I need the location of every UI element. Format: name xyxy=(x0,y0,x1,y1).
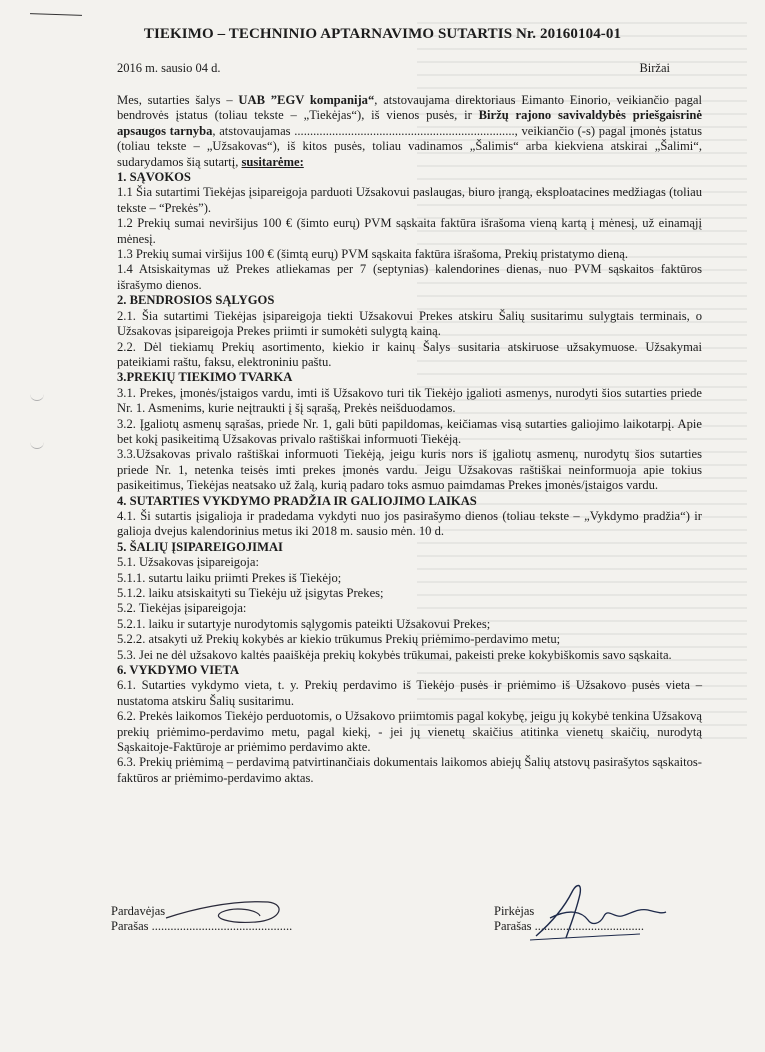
clause: 6.3. Prekių priėmimą – perdavimą patvirtinančiais dokumentais laikomos abiejų Šalių atstovų pasirašytos sąskaitos- faktūros ar priėmimo-perdavimo aktas. xyxy=(117,755,702,785)
contract-title: TIEKIMO – TECHNINIO APTARNAVIMO SUTARTIS Nr. 20160104-01 xyxy=(143,26,622,42)
clause: 5.2.2. atsakyti už Prekių kokybės ar kiekio trūkumus Prekių priėmimo-perdavimo metu; xyxy=(117,632,561,647)
clause: 1.4 Atsiskaitymas už Prekes atliekamas per 7 (septynias) kalendorines dienas, nuo PVM sąskaitos faktūros išrašymo dienos. xyxy=(117,262,702,292)
clause: 6.1. Sutarties vykdymo vieta, t. y. Prekių perdavimo iš Tiekėjo pusės ir priėmimo iš Užsakovo pusės vieta – nustatoma atskiru Šalių susitarimu. xyxy=(117,678,702,708)
supplier-name: UAB ”EGV kompanija“ xyxy=(238,93,375,107)
seller-signature-mark xyxy=(160,892,290,934)
section-heading-1: 1. SĄVOKOS xyxy=(117,170,191,185)
buyer-signature-mark xyxy=(530,878,670,948)
clause: 4.1. Ši sutartis įsigalioja ir pradedama vykdyti nuo jos pasirašymo dienos (toliau tekste – „Vykdymo pradžia“) ir galioja dvejus kalendorinius metus iki 2018 m. sausio mėn. 10 d. xyxy=(117,508,702,539)
buyer-label: Pirkėjas xyxy=(494,904,535,918)
clause: 3.1. Prekes, įmonės/įstaigos vardu, imti iš Užsakovo turi tik Tiekėjo įgalioti asmenys, nurodyti šios sutarties priede Nr. 1. Asmenims, kurie neįtraukti į šį sąrašą, Prekės neišduodamos. xyxy=(117,385,702,416)
client-name: Biržų rajono savivaldybės priešgaisrinė apsaugos tarnyba xyxy=(117,108,702,138)
clause: 1.1 Šia sutartimi Tiekėjas įsipareigoja parduoti Užsakovui paslaugas, biuro įrangą, eksploatacines medžiagas (toliau tekste – “Prekės”). xyxy=(117,185,702,215)
seller-label: Pardavėjas xyxy=(111,904,166,918)
intro-paragraph: Mes, sutarties šalys – UAB ”EGV kompanija“, atstovaujama direktoriaus Eimanto Einorio, veikiančio pagal bendrovės įstatus (toliau tekste – „Tiekėjas“), iš vienos pusės, ir Biržų rajono savivaldybės priešgaisrinė apsaugos tarnyba, atstovaujamas ......................................................................, veikiančio (-s) pagal įmonės įstatus (toliau tekste – „Užsakovas“), iš kitos pusės, toliau vadinamos „Šalimis“ arba kiekviena atskirai „Šalimi“, sudarydamos šią sutartį, susitarėme: xyxy=(117,93,702,169)
section-heading-2: 2. BENDROSIOS SĄLYGOS xyxy=(117,293,275,308)
clause: 6.2. Prekės laikomos Tiekėjo perduotomis, o Užsakovo priimtomis pagal kokybę, jeigu jų kokybė tenkina Užsakovą prekių priėmimo-perdavimo metu, pagal kiekį, - jei jų vienetų skaičius atitinka vienetų skaičių, nurodytą Sąskaitoje-Faktūroje ar priėmimo perdavimo akte. xyxy=(117,709,702,755)
contract-body xyxy=(117,93,702,786)
section-heading-5: 5. ŠALIŲ ĮSIPAREIGOJIMAI xyxy=(117,539,283,554)
date-line xyxy=(117,61,670,76)
clause: 2.2. Dėl tiekiamų Prekių asortimento, kiekio ir kainų Šalys susitaria atskiruose užsakymuose. Užsakymai pateikiami raštu, faksu, elektroniniu paštu. xyxy=(117,339,702,369)
seller-sign-line: Parašas ............................................. xyxy=(111,919,293,934)
clause: 1.2 Prekių sumai neviršijus 100 € (šimto eurų) PVM sąskaita faktūra išrašoma vieną kartą į mėnesį, už einamąjį mėnesį. xyxy=(117,216,702,246)
clause: 1.3 Prekių sumai viršijus 100 € (šimtą eurų) PVM sąskaita faktūra išrašoma, Prekių pristatymo dieną. xyxy=(117,247,629,262)
clause: 5.2. Tiekėjas įsipareigoja: xyxy=(117,601,247,616)
clause: 5.2.1. laiku ir sutartyje nurodytomis sąlygomis pateikti Užsakovui Prekes; xyxy=(117,616,491,631)
clause: 3.3.Užsakovas privalo raštiškai informuoti Tiekėją, jeigu kuris nors iš įgaliotų asmenų, nurodytų šios sutarties priede Nr. 1, netenka teisės imti prekes įmonės vardu. Jeigu Užsakovas raštiškai neinformuoja apie tokius pasikeitimus, Tiekėjas neatsako už žalą, kurią padaro toks asmuo paimdamas Prekes įmonės/įstaigos vardu. xyxy=(117,447,702,493)
clause: 5.1.2. laiku atsiskaityti su Tiekėju už įsigytas Prekes; xyxy=(117,586,384,600)
clause: 5.1. Užsakovas įsipareigoja: xyxy=(117,555,259,570)
clause: 5.1.1. sutartu laiku priimti Prekes iš Tiekėjo; xyxy=(117,570,342,585)
section-heading-3: 3.PREKIŲ TIEKIMO TVARKA xyxy=(117,370,293,385)
clause: 5.3. Jei ne dėl užsakovo kaltės paaiškėja prekių kokybės trūkumai, pakeisti preke kokybiškomis savo sąskaita. xyxy=(117,647,672,662)
clause: 3.2. Įgaliotų asmenų sąrašas, priede Nr. 1, gali būti papildomas, keičiamas visą sutarties galiojimo laikotarpį. Apie bet kokį pasikeitimą Užsakovas privalo raštiškai informuoti Tiekėją. xyxy=(117,416,702,446)
punch-hole-mark xyxy=(30,392,44,401)
agreed-phrase: susitarėme: xyxy=(241,154,304,169)
contract-date: 2016 m. sausio 04 d. xyxy=(117,61,221,75)
contract-place: Biržai xyxy=(639,61,670,75)
punch-hole-mark xyxy=(30,440,44,449)
pen-mark xyxy=(30,13,82,16)
clause: 2.1. Šia sutartimi Tiekėjas įsipareigoja tiekti Užsakovui Prekes atskiru Šalių susitarimu sulygtais terminais, o Užsakovas įsipareigoja Prekes priimti ir sumokėti sulygtą kainą. xyxy=(117,308,702,339)
section-heading-4: 4. SUTARTIES VYKDYMO PRADŽIA IR GALIOJIMO LAIKAS xyxy=(117,493,477,508)
buyer-sign-line: Parašas ................................... xyxy=(494,919,644,934)
section-heading-6: 6. VYKDYMO VIETA xyxy=(117,663,240,678)
